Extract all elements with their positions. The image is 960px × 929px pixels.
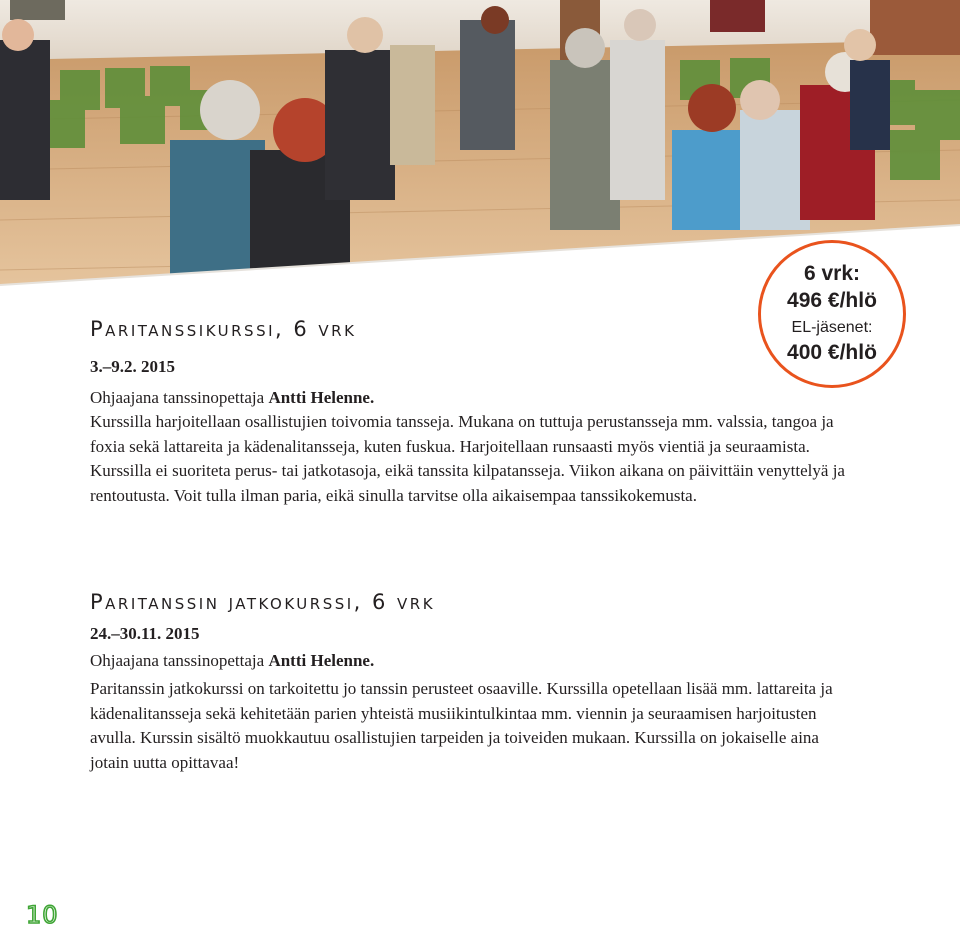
badge-member-label: EL-jäsenet: <box>791 319 873 336</box>
course-title: Paritanssin jatkokurssi, 6 vrk <box>90 590 436 614</box>
teacher-prefix: Ohjaajana tanssinopettaja <box>90 388 269 407</box>
course-teacher <box>90 386 850 410</box>
course-section <box>90 589 850 775</box>
course-description: Kurssilla harjoitellaan osallistujien toivomia tansseja. Mukana on tuttuja perustansseja mm. valssia, tangoa ja foxia sekä lattareita ja kädenalitansseja, kuten fuskua. Harjoitellaan runsaasti myös vientiä ja seuraamista. Kurssilla ei suoriteta perus- tai jatkotasoja, eikä tanssita kilpatansseja. Viikon aikana on päivittäin venyttelyä ja rentoutusta. Voit tulla ilman paria, eikä sinulla tarvitse olla aikaisempaa tanssikokemusta. <box>90 412 845 505</box>
course-title: Paritanssikurssi, 6 vrk <box>90 317 357 341</box>
course-teacher <box>90 649 850 673</box>
course-date: 24.–30.11. 2015 <box>90 624 200 643</box>
teacher-prefix: Ohjaajana tanssinopettaja <box>90 651 269 670</box>
course-section <box>90 316 850 508</box>
badge-price: 496 €/hlö <box>787 289 877 312</box>
course-description: Paritanssin jatkokurssi on tarkoitettu jo tanssin perusteet osaaville. Kurssilla opetellaan lisää mm. lattareita ja kädenalitansseja sekä kehitetään parien yhteistä musiikintulkintaa mm. viennin ja seuraamisen harjoitusten avulla. Kurssin sisältö muokkautuu osallistujien tarpeiden ja toiveiden mukaan. Kurssilla on jokaiselle aina jotain uutta opittavaa! <box>90 679 833 772</box>
teacher-name: Antti Helenne. <box>268 388 375 407</box>
course-date: 3.–9.2. 2015 <box>90 357 175 376</box>
badge-duration: 6 vrk: <box>803 262 861 285</box>
teacher-name: Antti Helenne. <box>268 651 375 670</box>
page-number: 10 <box>26 901 59 929</box>
badge-member-price: 400 €/hlö <box>787 341 877 364</box>
